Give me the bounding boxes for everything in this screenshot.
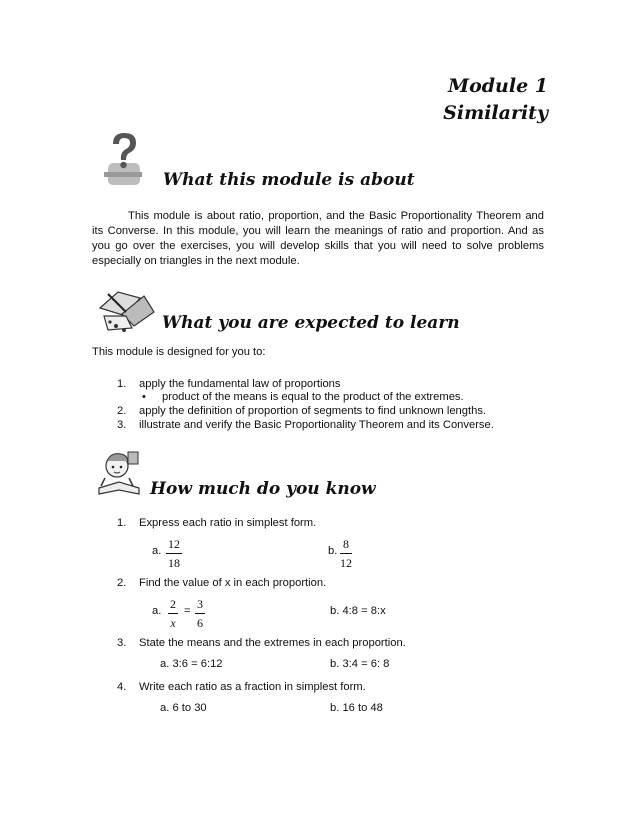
- list-sub-item: [142, 390, 464, 404]
- desk-clutter-icon: [96, 286, 156, 334]
- option-label: a.: [152, 545, 162, 557]
- option-label: a.: [152, 605, 162, 617]
- question-text: Write each ratio as a fraction in simplest form.: [139, 681, 366, 693]
- section-heading-expected: What you are expected to learn: [162, 313, 460, 333]
- fraction-numerator: 3: [195, 597, 205, 614]
- question-number: 2.: [117, 577, 127, 589]
- list-item: [117, 404, 486, 418]
- option-b: b. 4:8 = 8:x: [330, 605, 386, 617]
- list-item: [117, 377, 341, 391]
- expected-intro: This module is designed for you to:: [92, 346, 266, 358]
- about-paragraph: [92, 209, 544, 269]
- equals-sign: =: [184, 605, 191, 617]
- list-item-number: 2.: [117, 405, 127, 417]
- question-text: Find the value of x in each proportion.: [139, 577, 327, 589]
- fraction: [168, 597, 178, 631]
- fraction-denominator: x: [170, 616, 176, 630]
- question-item: [117, 516, 316, 530]
- section-heading-pretest: How much do you know: [150, 479, 376, 499]
- fraction: [340, 537, 352, 571]
- question-number: 1.: [117, 517, 127, 529]
- question-text: State the means and the extremes in each proportion.: [139, 637, 406, 649]
- module-number: Module 1: [448, 75, 548, 97]
- bullet-icon: •: [142, 391, 146, 403]
- fraction-numerator: 12: [166, 537, 182, 554]
- question-mark-icon: [100, 130, 146, 186]
- question-item: [117, 636, 406, 650]
- about-paragraph-text: This module is about ratio, proportion, and the Basic Proportionality Theorem and its Converse. In this module, you will learn the meanings of ratio and proportion. And as you go over the exercises, you will develop skills that you will need to solve problems especially on triangles in the next module.: [92, 210, 544, 267]
- list-item-text: illustrate and verify the Basic Proportionality Theorem and its Converse.: [139, 419, 494, 431]
- list-item-number: 1.: [117, 378, 127, 390]
- question-text: Express each ratio in simplest form.: [139, 517, 317, 529]
- list-sub-item-text: product of the means is equal to the product of the extremes.: [162, 391, 464, 403]
- list-item-number: 3.: [117, 419, 127, 431]
- question-number: 3.: [117, 637, 127, 649]
- option-a: a. 3:6 = 6:12: [160, 658, 223, 670]
- question-item: [117, 680, 366, 694]
- module-title: Similarity: [443, 102, 548, 124]
- student-reading-icon: [95, 446, 143, 496]
- fraction: [195, 597, 205, 631]
- option-a: a. 6 to 30: [160, 702, 207, 714]
- section-heading-about: What this module is about: [163, 170, 415, 190]
- list-item: [117, 418, 494, 432]
- option-label: b.: [328, 545, 338, 557]
- question-item: [117, 576, 326, 590]
- fraction-numerator: 8: [340, 537, 352, 554]
- fraction-denominator: 12: [340, 556, 352, 570]
- fraction-numerator: 2: [168, 597, 178, 614]
- fraction: [166, 537, 182, 571]
- question-number: 4.: [117, 681, 127, 693]
- list-item-text: apply the fundamental law of proportions: [139, 378, 341, 390]
- list-item-text: apply the definition of proportion of segments to find unknown lengths.: [139, 405, 487, 417]
- option-b: b. 16 to 48: [330, 702, 383, 714]
- fraction-denominator: 18: [168, 556, 180, 570]
- fraction-denominator: 6: [197, 616, 203, 630]
- option-b: b. 3:4 = 6: 8: [330, 658, 390, 670]
